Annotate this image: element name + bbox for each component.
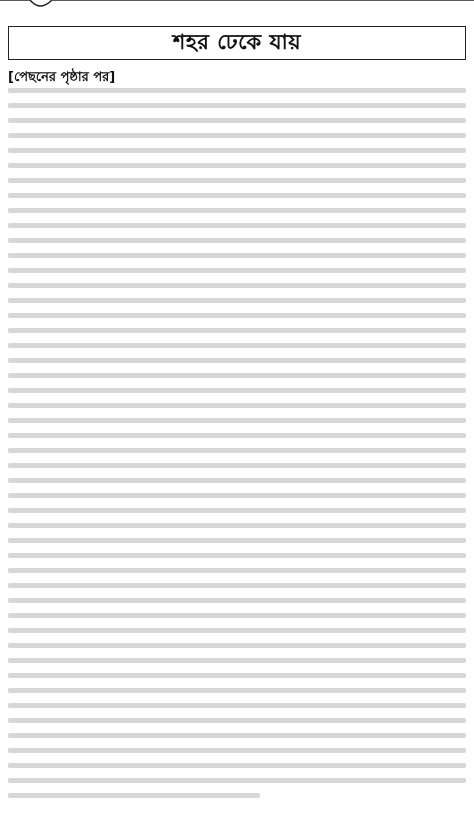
body-text-line-placeholder (8, 268, 466, 273)
body-text-line-placeholder (8, 208, 466, 213)
body-text-line-placeholder (8, 418, 466, 423)
body-text-line-placeholder (8, 673, 466, 678)
body-text-line-placeholder (8, 493, 466, 498)
body-text-line-placeholder (8, 178, 466, 183)
body-text-line-placeholder (8, 793, 260, 798)
article-headline: শহর ঢেকে যায় (172, 29, 302, 54)
body-text-line-placeholder (8, 583, 466, 588)
body-text-line-placeholder (8, 283, 466, 288)
body-text-line-placeholder (8, 688, 466, 693)
body-text-line-placeholder (8, 703, 466, 708)
body-text-line-placeholder (8, 328, 466, 333)
body-text-line-placeholder (8, 553, 466, 558)
continuation-marker: [পেছনের পৃষ্ঠার পর] (8, 70, 116, 85)
body-text-line-placeholder (8, 313, 466, 318)
body-text-line-placeholder (8, 433, 466, 438)
body-text-line-placeholder (8, 358, 466, 363)
body-text-line-placeholder (8, 538, 466, 543)
body-text-line-placeholder (8, 223, 466, 228)
body-text-line-placeholder (8, 643, 466, 648)
body-text-line-placeholder (8, 403, 466, 408)
body-text-line-placeholder (8, 523, 466, 528)
body-text-line-placeholder (8, 778, 466, 783)
torn-edge-icon (0, 0, 474, 14)
body-text-line-placeholder (8, 613, 466, 618)
body-text-line-placeholder (8, 763, 466, 768)
body-text-line-placeholder (8, 373, 466, 378)
headline-box (8, 26, 466, 60)
body-text-line-placeholder (8, 88, 466, 93)
body-text-line-placeholder (8, 343, 466, 348)
body-text-line-placeholder (8, 463, 466, 468)
body-text-line-placeholder (8, 388, 466, 393)
body-text-line-placeholder (8, 718, 466, 723)
body-text-line-placeholder (8, 133, 466, 138)
clipping-top-edge (0, 0, 474, 14)
body-text-line-placeholder (8, 598, 466, 603)
body-text-line-placeholder (8, 163, 466, 168)
article-body-placeholder (8, 88, 466, 808)
body-text-line-placeholder (8, 733, 466, 738)
body-text-line-placeholder (8, 148, 466, 153)
body-text-line-placeholder (8, 508, 466, 513)
body-text-line-placeholder (8, 298, 466, 303)
body-text-line-placeholder (8, 238, 466, 243)
body-text-line-placeholder (8, 478, 466, 483)
body-text-line-placeholder (8, 103, 466, 108)
body-text-line-placeholder (8, 118, 466, 123)
body-text-line-placeholder (8, 628, 466, 633)
body-text-line-placeholder (8, 253, 466, 258)
body-text-line-placeholder (8, 568, 466, 573)
body-text-line-placeholder (8, 448, 466, 453)
body-text-line-placeholder (8, 193, 466, 198)
body-text-line-placeholder (8, 658, 466, 663)
body-text-line-placeholder (8, 748, 466, 753)
